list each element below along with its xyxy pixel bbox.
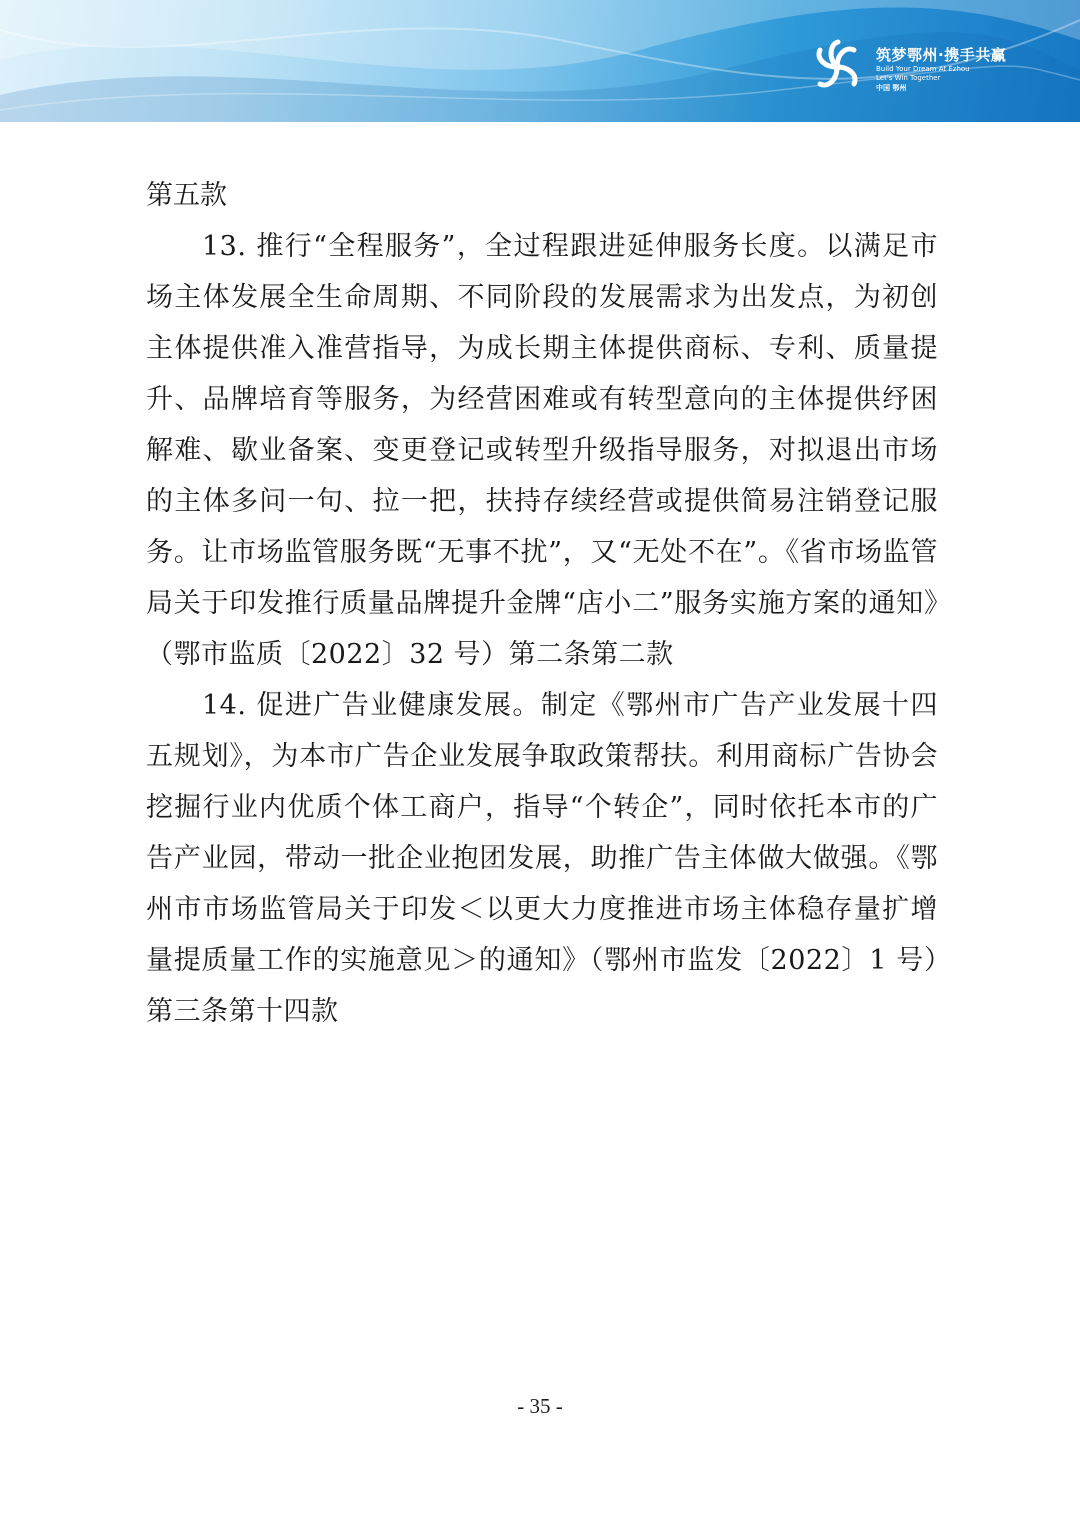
document-body	[146, 170, 938, 1037]
location-label: 中国 鄂州	[876, 84, 907, 92]
paragraph-13: 13. 推行“全程服务”，全过程跟进延伸服务长度。以满足市场主体发展全生命周期、不同阶段的发展需求为出发点，为初创主体提供准入准营指导，为成长期主体提供商标、专利、质量提升、品牌培育等服务，为经营困难或有转型意向的主体提供纾困解难、歇业备案、变更登记或转型升级指导服务，对拟退出市场的主体多问一句、拉一把，扶持存续经营或提供简易注销登记服务。让市场监管服务既“无事不扰”，又“无处不在”。《省市场监管局关于印发推行质量品牌提升金牌“店小二”服务实施方案的通知》（鄂市监质〔2022〕32 号）第二条第二款	[146, 231, 938, 670]
header-banner	[0, 0, 1080, 122]
section-heading: 第五款	[146, 180, 227, 211]
flower-swirl-icon	[806, 36, 868, 98]
slogan-en-1: Build Your Dream At Ezhou	[876, 65, 970, 73]
page-number: - 35 -	[517, 1394, 563, 1418]
header-slogan	[876, 44, 1006, 93]
slogan-en-2: Let's Win Together	[876, 74, 941, 82]
paragraph-14: 14. 促进广告业健康发展。制定《鄂州市广告产业发展十四五规划》，为本市广告企业发展争取政策帮扶。利用商标广告协会挖掘行业内优质个体工商户，指导“个转企”，同时依托本市的广告产业园，带动一批企业抱团发展，助推广告主体做大做强。《鄂州市市场监管局关于印发＜以更大力度推进市场主体稳存量扩增量提质量工作的实施意见＞的通知》（鄂州市监发〔2022〕1 号）第三条第十四款	[146, 690, 938, 1027]
slogan-cn: 筑梦鄂州·携手共赢	[876, 46, 1007, 64]
